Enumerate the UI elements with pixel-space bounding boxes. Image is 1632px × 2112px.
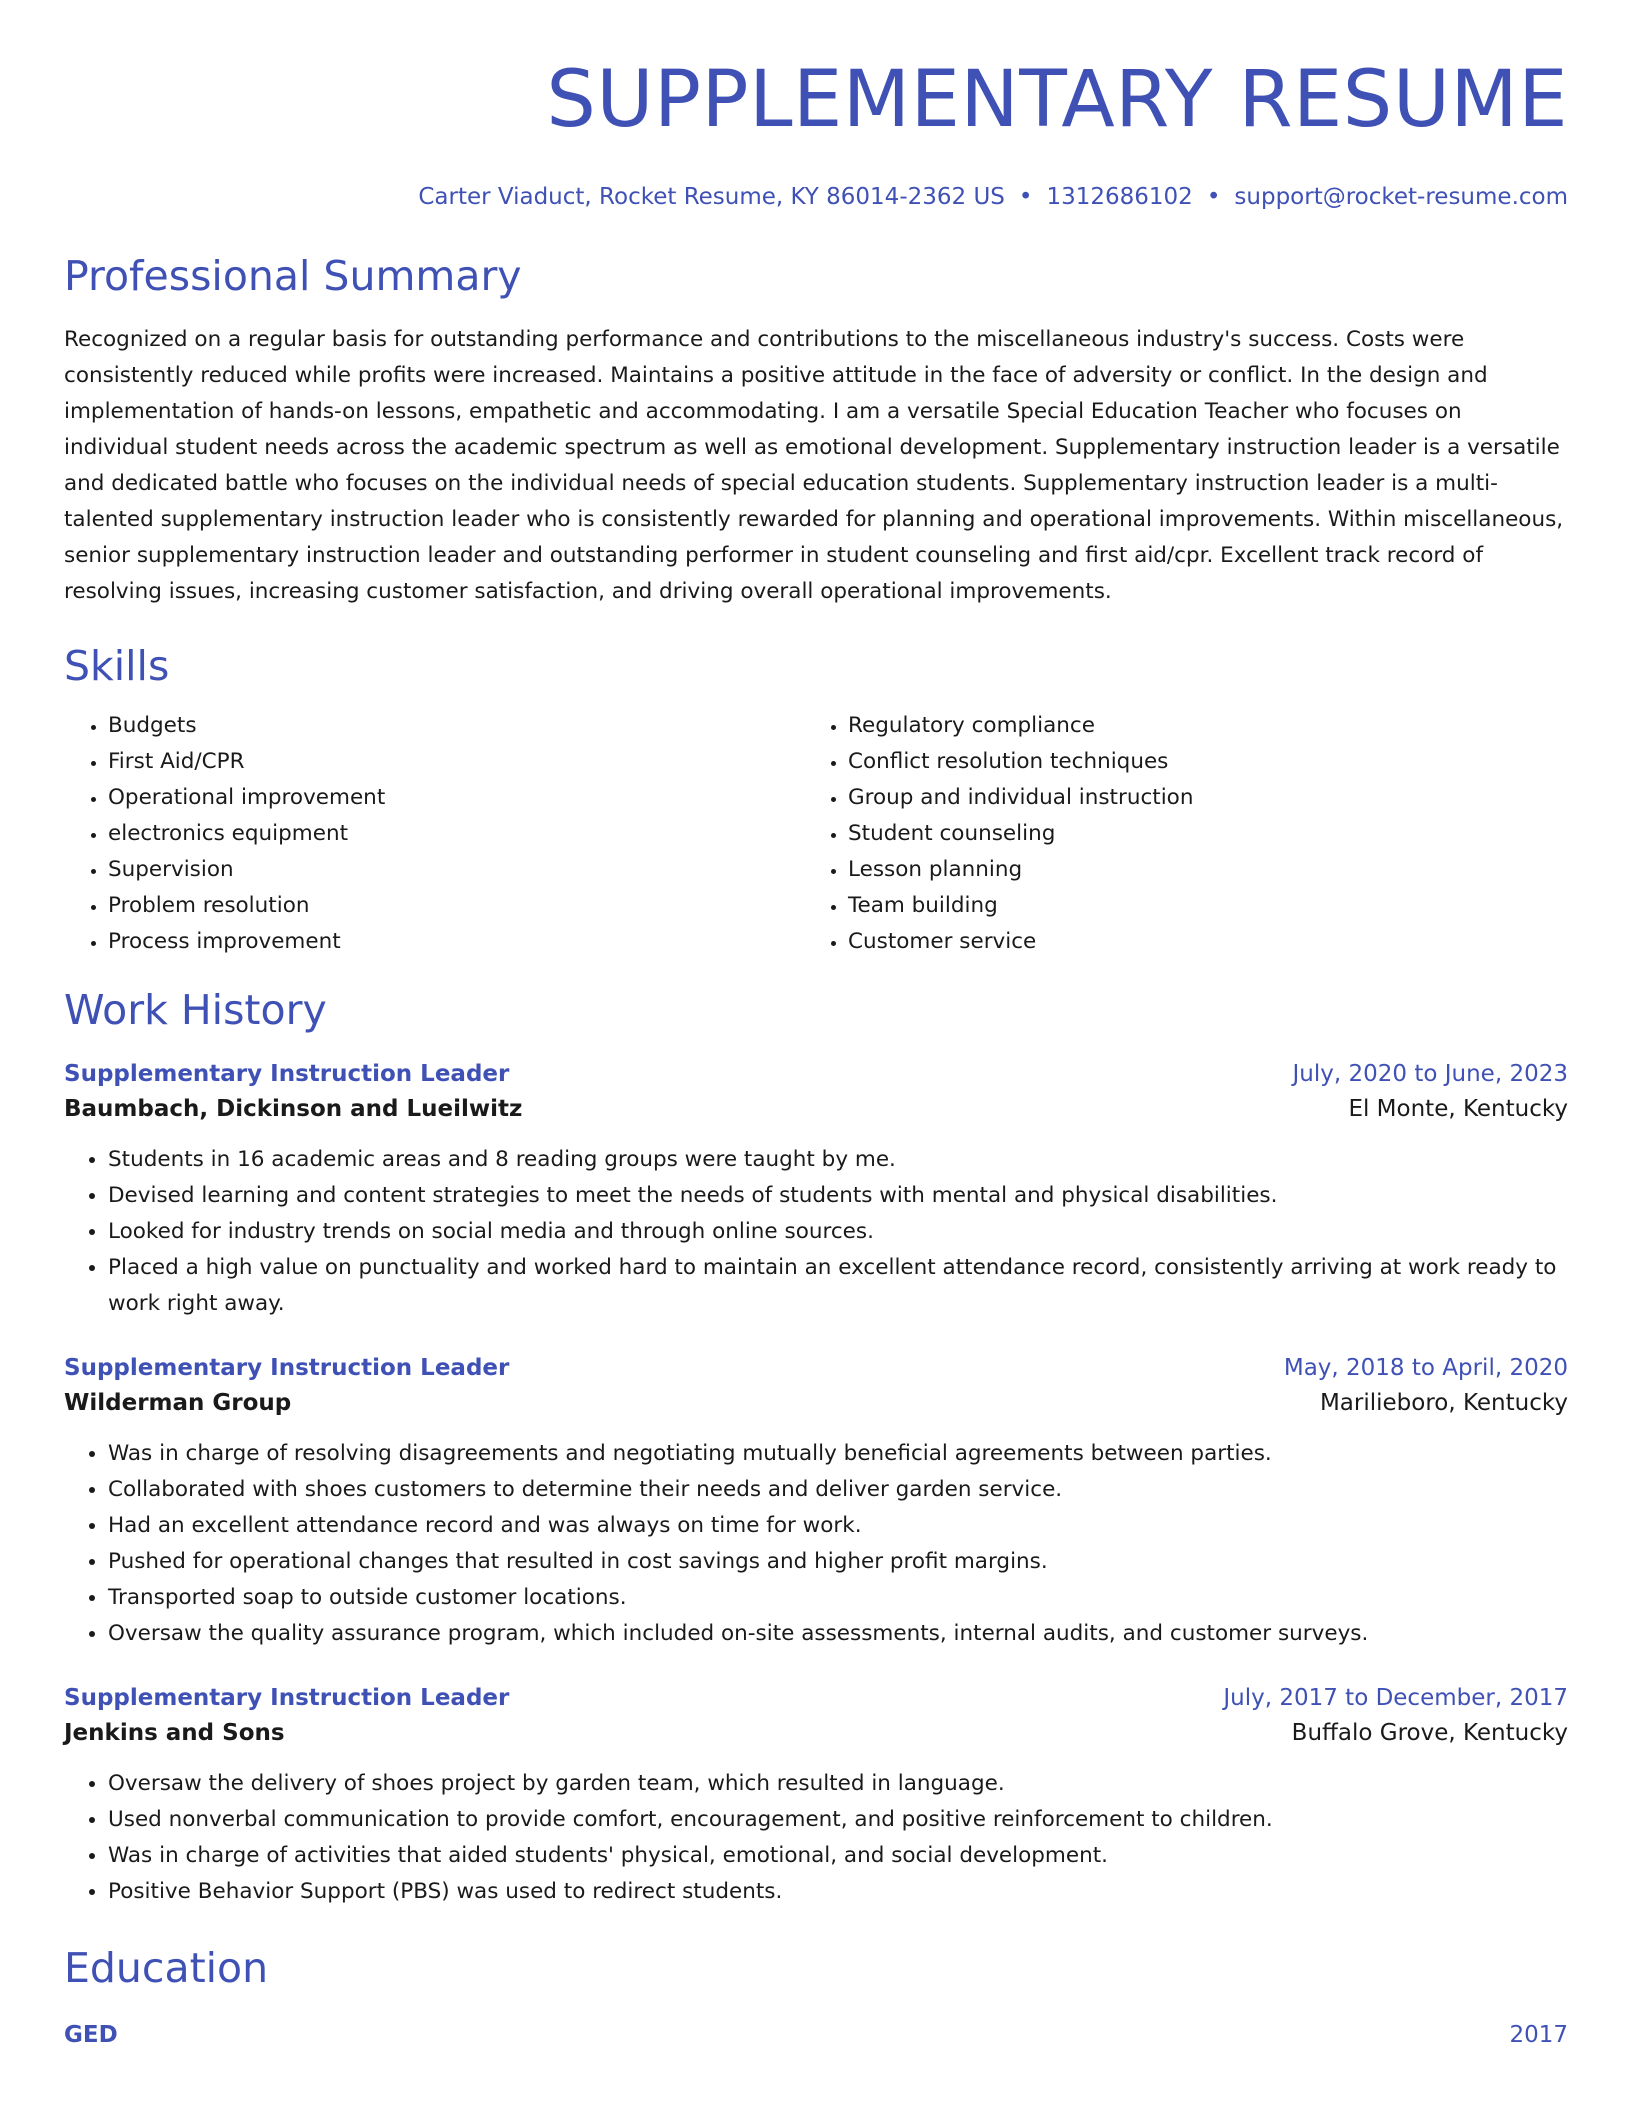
education-degree: GED [64,2022,118,2048]
job-location: Buffalo Grove, Kentucky [1291,1720,1568,1746]
job-bullet: • Oversaw the quality assurance program, which included on-site assessments, internal audits, and customer surveys. [108,1616,1568,1652]
skill-item: • First Aid/CPR [108,744,804,780]
education-entry [64,2022,1568,2048]
contact-separator: • [1018,184,1033,210]
skills-heading: Skills [64,642,170,690]
job-bullet: • Oversaw the delivery of shoes project by garden team, which resulted in language. [108,1766,1568,1802]
skills-list [64,708,1568,960]
job-header [64,1682,1568,1714]
skill-item: • Conflict resolution techniques [848,744,1544,780]
job-bullet: • Used nonverbal communication to provide comfort, encouragement, and positive reinforcement to children. [108,1802,1568,1838]
resume-title: SUPPLEMENTARY RESUME [546,55,1568,145]
skill-item: • Regulatory compliance [848,708,1544,744]
job-bullet: • Was in charge of resolving disagreements and negotiating mutually beneficial agreements between parties. [108,1436,1568,1472]
job-company: Jenkins and Sons [64,1720,285,1746]
skill-item: • Student counseling [848,816,1544,852]
summary-heading: Professional Summary [64,252,522,300]
job-employer-row [64,1090,1568,1128]
education-year: 2017 [1509,2022,1568,2048]
job-company: Wilderman Group [64,1390,292,1416]
job-dates: May, 2018 to April, 2020 [1283,1355,1568,1381]
job-title: Supplementary Instruction Leader [64,1685,510,1711]
job-entry [64,1352,1568,1652]
contact-line [64,182,1568,212]
job-bullet: • Positive Behavior Support (PBS) was used to redirect students. [108,1874,1568,1910]
job-bullets [64,1142,1568,1322]
job-bullet: • Placed a high value on punctuality and worked hard to maintain an excellent attendance record, consistently arriving at work ready to work right away. [108,1250,1568,1322]
job-dates: July, 2017 to December, 2017 [1223,1685,1568,1711]
job-header [64,1352,1568,1384]
skill-item: • Group and individual instruction [848,780,1544,816]
contact-email: support@rocket-resume.com [1234,184,1568,210]
skill-item: • Problem resolution [108,888,804,924]
job-entry [64,1682,1568,1910]
job-bullet: • Pushed for operational changes that resulted in cost savings and higher profit margins. [108,1544,1568,1580]
skill-item: • Customer service [848,924,1544,960]
job-employer-row [64,1714,1568,1752]
job-title: Supplementary Instruction Leader [64,1355,510,1381]
job-title: Supplementary Instruction Leader [64,1061,510,1087]
skills-column-left [64,708,804,960]
job-bullets [64,1436,1568,1652]
job-employer-row [64,1384,1568,1422]
skill-item: • electronics equipment [108,816,804,852]
job-company: Baumbach, Dickinson and Lueilwitz [64,1096,523,1122]
skill-item: • Budgets [108,708,804,744]
job-dates: July, 2020 to June, 2023 [1292,1061,1568,1087]
job-bullet: • Was in charge of activities that aided students' physical, emotional, and social development. [108,1838,1568,1874]
job-bullet: • Transported soap to outside customer locations. [108,1580,1568,1616]
skill-item: • Operational improvement [108,780,804,816]
contact-separator: • [1206,184,1221,210]
job-entry [64,1058,1568,1322]
summary-text: Recognized on a regular basis for outstanding performance and contributions to the miscellaneous industry's success. Costs were consistently reduced while profits were increased. Maintains a positive attitude in the face of adversity or conflict. In the design and implementation of hands-on lessons, empathetic and accommodating. I am a versatile Special Education Teacher who focuses on individual student needs across the academic spectrum as well as emotional development. Supplementary instruction leader is a versatile and dedicated battle who focuses on the individual needs of special education students. Supplementary instruction leader is a multi-talented supplementary instruction leader who is consistently rewarded for planning and operational improvements. Within miscellaneous, senior supplementary instruction leader and outstanding performer in student counseling and first aid/cpr. Excellent track record of resolving issues, increasing customer satisfaction, and driving overall operational improvements. [64,327,1564,604]
job-header [64,1058,1568,1090]
job-bullet: • Had an excellent attendance record and was always on time for work. [108,1508,1568,1544]
job-bullet: • Devised learning and content strategies to meet the needs of students with mental and physical disabilities. [108,1178,1568,1214]
work-history-heading: Work History [64,986,327,1034]
job-bullet: • Students in 16 academic areas and 8 reading groups were taught by me. [108,1142,1568,1178]
job-bullet: • Collaborated with shoes customers to determine their needs and deliver garden service. [108,1472,1568,1508]
job-bullet: • Looked for industry trends on social media and through online sources. [108,1214,1568,1250]
contact-address: Carter Viaduct, Rocket Resume, KY 86014-2362 US [418,184,1005,210]
skill-item: • Lesson planning [848,852,1544,888]
job-location: Marilieboro, Kentucky [1319,1390,1568,1416]
job-location: El Monte, Kentucky [1348,1096,1568,1122]
skills-column-right [804,708,1544,960]
skill-item: • Supervision [108,852,804,888]
skill-item: • Process improvement [108,924,804,960]
skill-item: • Team building [848,888,1544,924]
contact-phone: 1312686102 [1046,184,1193,210]
job-bullets [64,1766,1568,1910]
education-heading: Education [64,1944,269,1992]
